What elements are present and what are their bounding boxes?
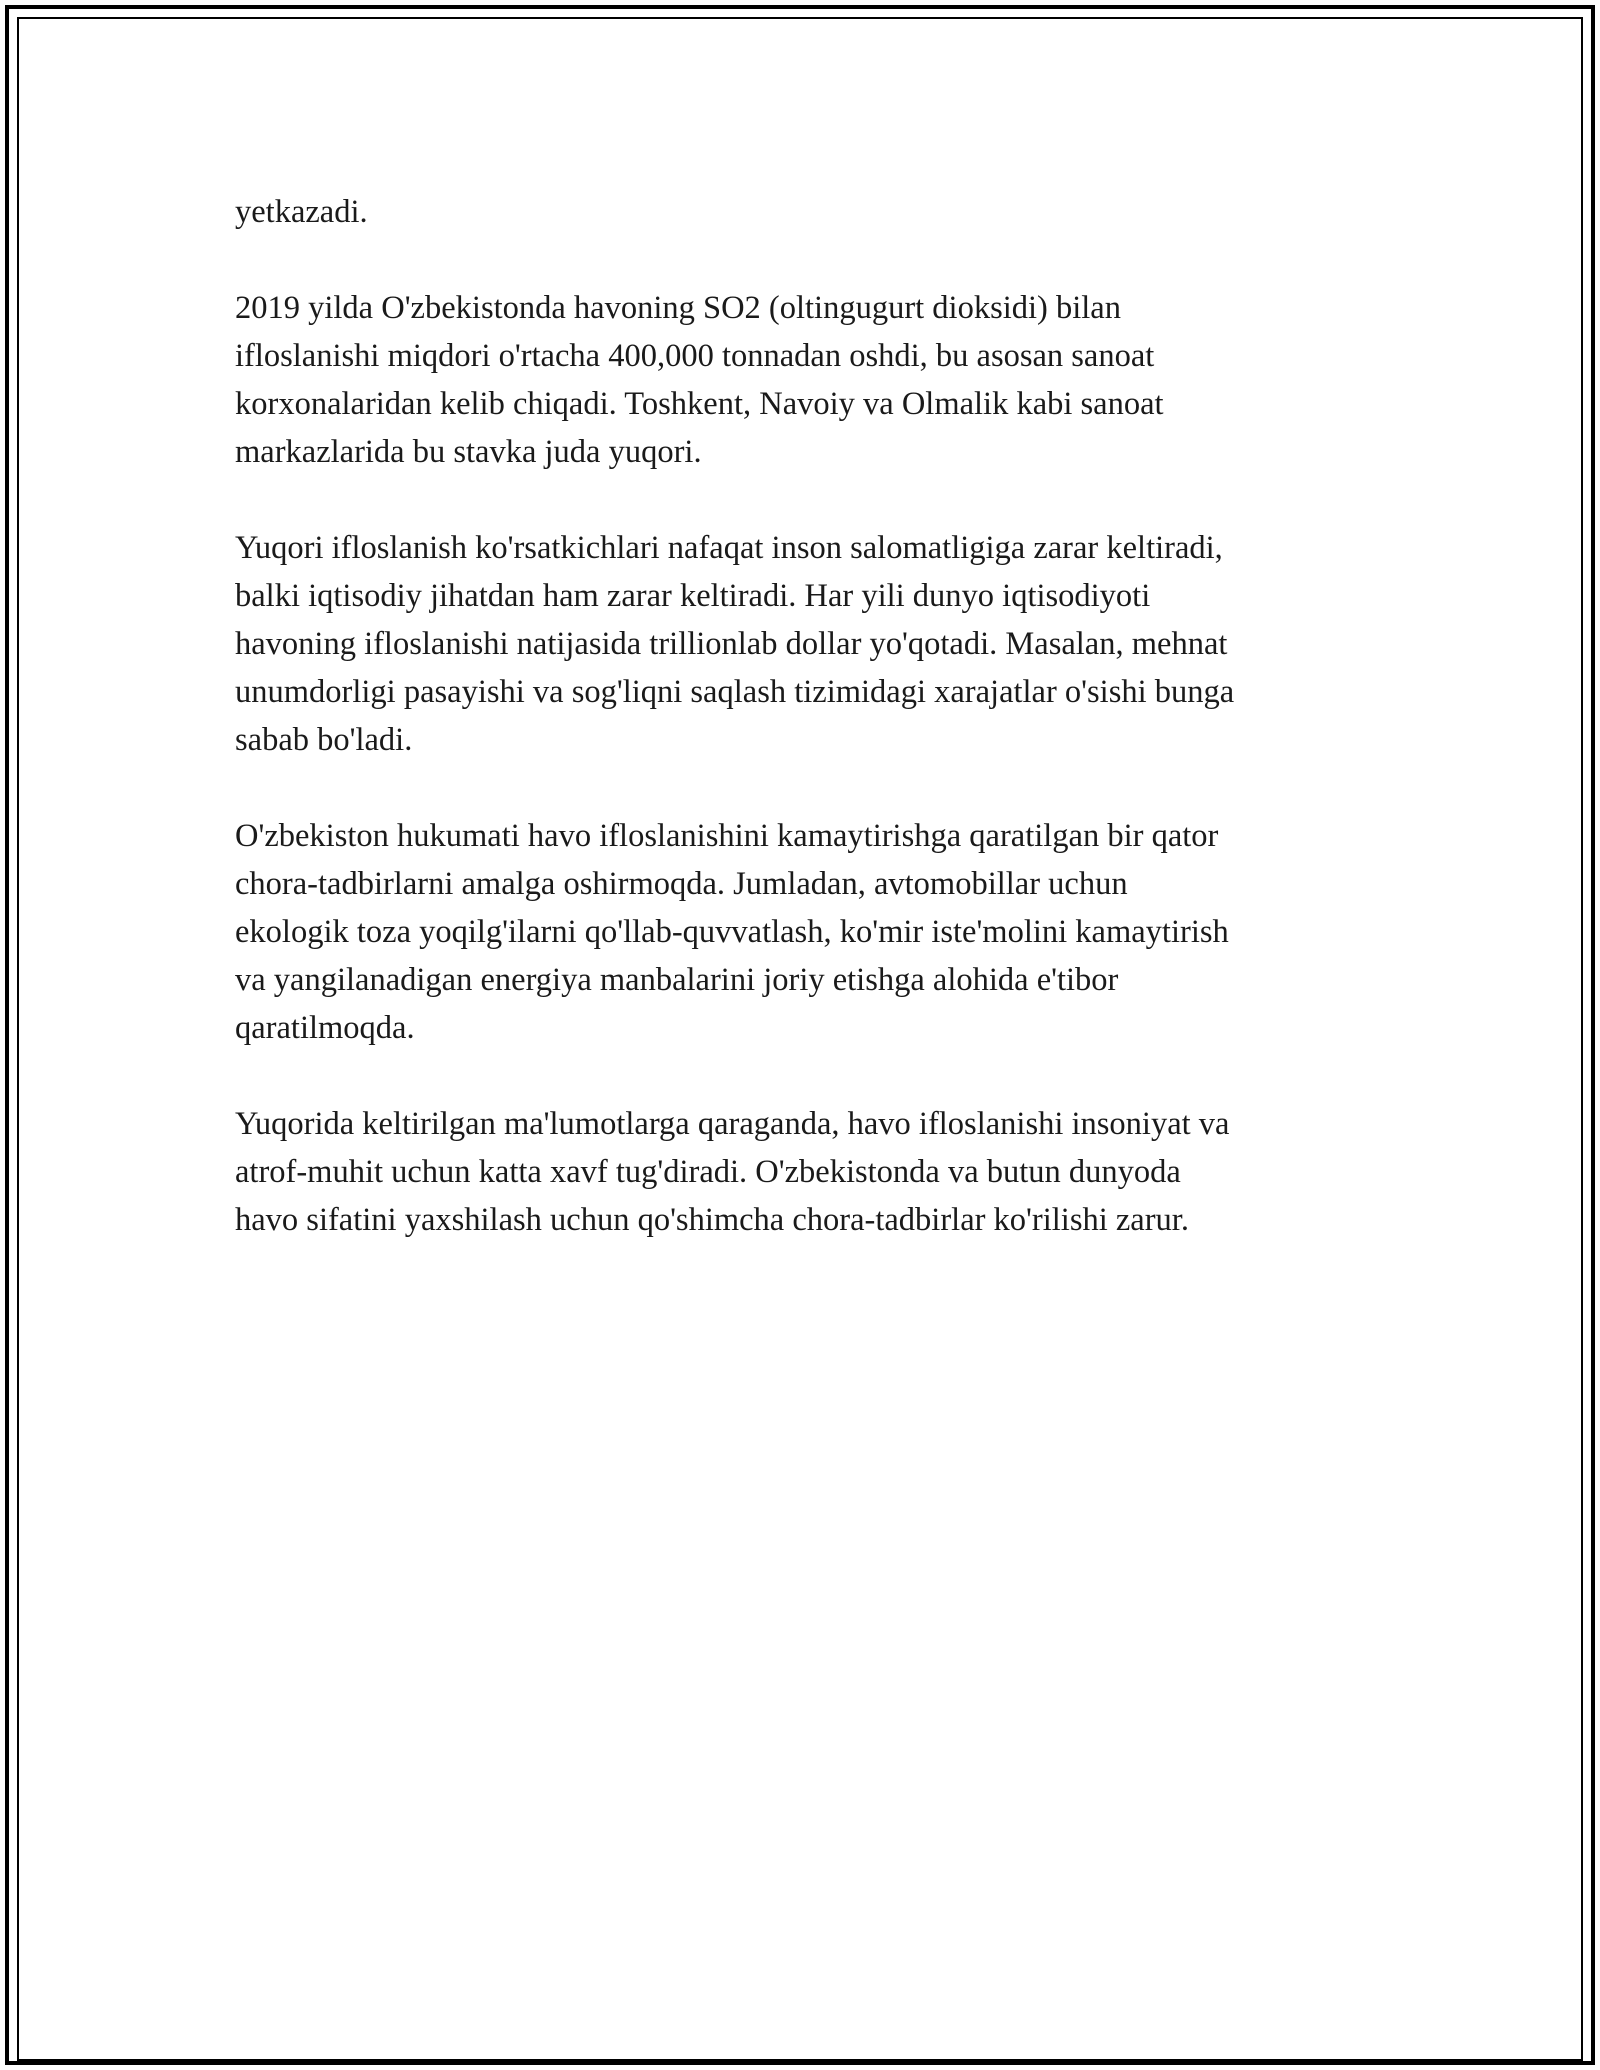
paragraph-conclusion: Yuqorida keltirilgan ma'lumotlarga qaraganda, havo ifloslanishi insoniyat va atrof-muhit uchun katta xavf tug'diradi. O'zbekistonda va butun dunyoda havo sifatini yaxshilash uchun qo'shimcha chora-tadbirlar ko'rilishi zarur.: [235, 1106, 1230, 1238]
paragraph-economic-damage: Yuqori ifloslanish ko'rsatkichlari nafaqat inson salomatligiga zarar keltiradi, balki iqtisodiy jihatdan ham zarar keltiradi. Har yili dunyo iqtisodiyoti havoning ifloslanishi natijasida trillionlab dollar yo'qotadi. Masalan, mehnat unumdorligi pasayishi va sog'liqni saqlash tizimidagi xarajatlar o'sishi bunga sabab bo'ladi.: [235, 530, 1235, 758]
paragraph-government-measures: O'zbekiston hukumati havo ifloslanishini kamaytirishga qaratilgan bir qator chora-tadbirlarni amalga oshirmoqda. Jumladan, avtomobillar uchun ekologik toza yoqilg'ilarni qo'llab-quvvatlash, ko'mir iste'molini kamaytirish va yangilanadigan energiya manbalarini joriy etishga alohida e'tibor qaratilmoqda.: [235, 818, 1229, 1046]
paragraph-continuation: yetkazadi.: [235, 194, 368, 230]
document-body: [235, 188, 1395, 1292]
paragraph-so2-pollution: 2019 yilda O'zbekistonda havoning SO2 (oltingugurt dioksidi) bilan ifloslanishi miqdori o'rtacha 400,000 tonnadan oshdi, bu asosan sanoat korxonalaridan kelib chiqadi. Toshkent, Navoiy va Olmalik kabi sanoat markazlarida bu stavka juda yuqori.: [235, 290, 1164, 470]
